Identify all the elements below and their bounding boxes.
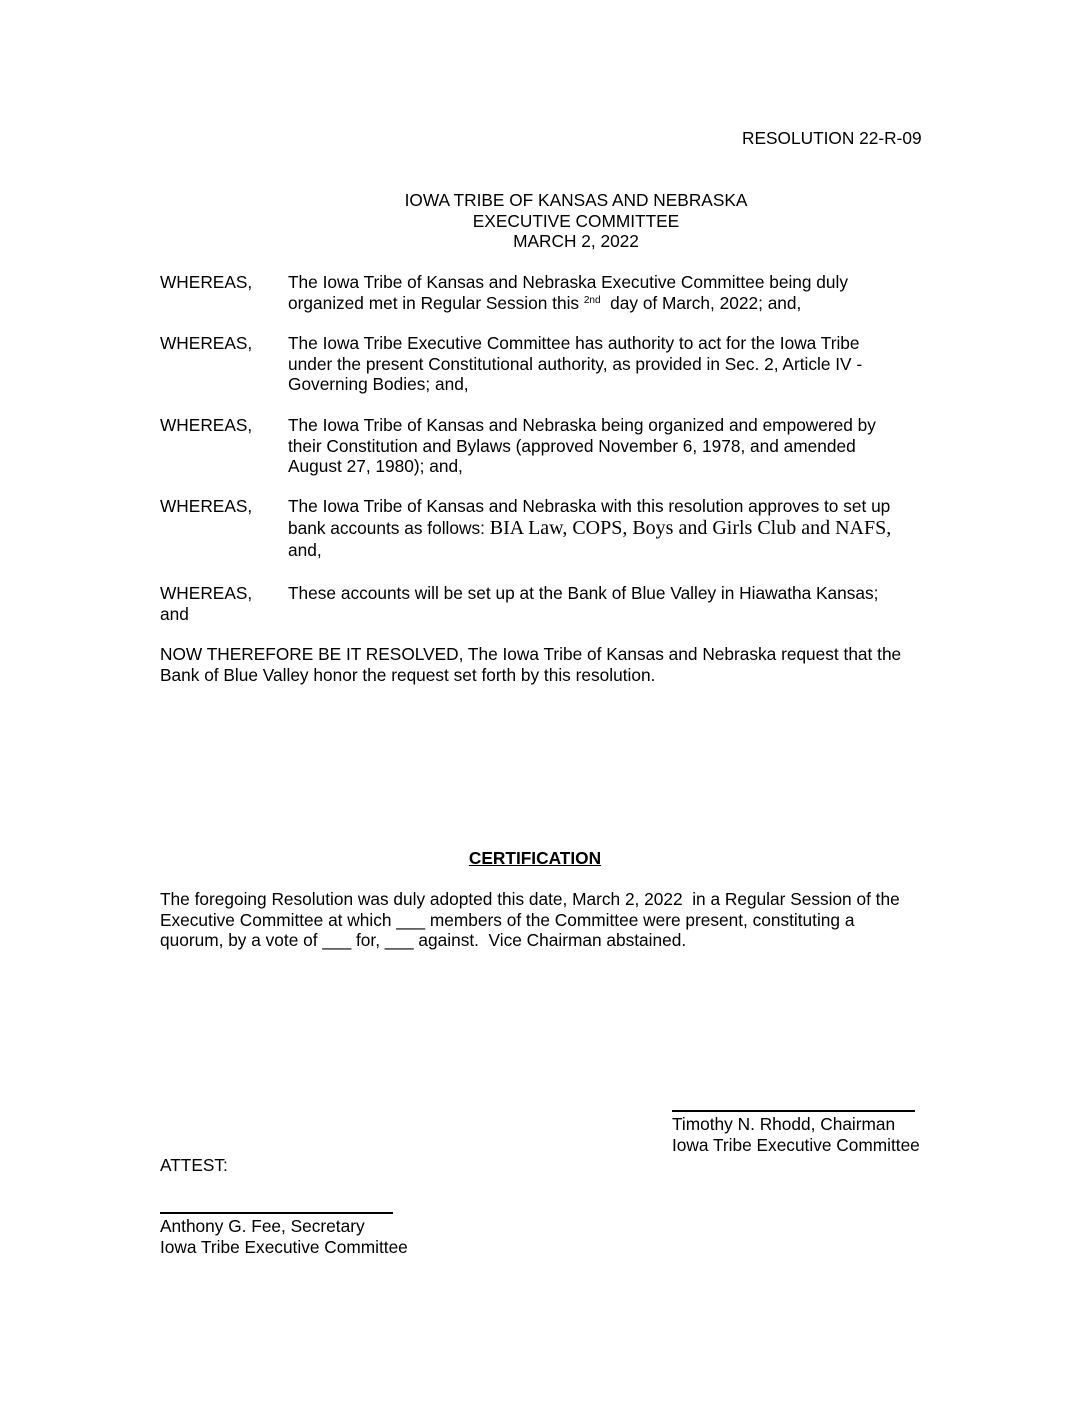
whereas-clause-1 <box>160 272 940 313</box>
document-header <box>160 190 992 252</box>
certification-heading: CERTIFICATION <box>468 848 602 868</box>
clause-label: WHEREAS, <box>160 496 253 516</box>
chairman-name: Timothy N. Rhodd, Chairman <box>672 1114 896 1134</box>
resolved-line: Bank of Blue Valley honor the request set forth by this resolution. <box>160 664 656 685</box>
clause-line: The Iowa Tribe Executive Committee has authority to act for the Iowa Tribe <box>288 333 860 353</box>
resolution-number: RESOLUTION 22-R-09 <box>742 128 922 148</box>
resolved-paragraph <box>160 644 940 685</box>
header-organization: IOWA TRIBE OF KANSAS AND NEBRASKA <box>404 190 748 210</box>
clause-line: Governing Bodies; and, <box>288 374 469 394</box>
clause-line: their Constitution and Bylaws (approved November 6, 1978, and amended <box>288 435 856 456</box>
clause-text: bank accounts as follows: <box>288 517 490 538</box>
attest-label: ATTEST: <box>160 1155 228 1175</box>
chairman-signature-block <box>672 1114 972 1155</box>
clause-label: WHEREAS, <box>160 583 253 603</box>
clause-text: organized met in Regular Session this <box>288 292 584 313</box>
chairman-organization: Iowa Tribe Executive Committee <box>672 1134 920 1155</box>
secretary-signature-line <box>160 1212 393 1214</box>
clause-text: day of March, 2022; and, <box>600 292 802 313</box>
clause-tail: and <box>160 603 189 624</box>
chairman-signature-line <box>672 1110 915 1112</box>
clause-line <box>288 293 940 314</box>
clause-line: August 27, 1980); and, <box>288 456 463 476</box>
clause-label: WHEREAS, <box>160 272 253 292</box>
header-committee: EXECUTIVE COMMITTEE <box>472 210 680 231</box>
secretary-name: Anthony G. Fee, Secretary <box>160 1216 365 1236</box>
clause-line: and, <box>288 539 322 560</box>
certification-paragraph <box>160 889 940 951</box>
header-date: MARCH 2, 2022 <box>513 231 639 251</box>
whereas-clause-2 <box>160 333 940 395</box>
ordinal-suffix: 2nd <box>583 294 601 306</box>
resolved-line: NOW THEREFORE BE IT RESOLVED, The Iowa Tribe of Kansas and Nebraska request that the <box>160 644 902 664</box>
certification-line: quorum, by a vote of ___ for, ___ against. Vice Chairman abstained. <box>160 930 687 950</box>
secretary-signature-block <box>160 1216 460 1257</box>
whereas-clause-5 <box>160 583 940 624</box>
clause-line: The Iowa Tribe of Kansas and Nebraska Executive Committee being duly <box>288 272 849 292</box>
clause-label: WHEREAS, <box>160 333 253 353</box>
certification-line: Executive Committee at which ___ members of the Committee were present, constituting a <box>160 909 855 930</box>
clause-line: These accounts will be set up at the Bank of Blue Valley in Hiawatha Kansas; <box>288 583 879 603</box>
account-list: BIA Law, COPS, Boys and Girls Club and NAFS, <box>489 516 892 539</box>
whereas-clause-3 <box>160 415 940 477</box>
clause-label: WHEREAS, <box>160 415 253 435</box>
clause-line: under the present Constitutional authority, as provided in Sec. 2, Article IV - <box>288 353 863 374</box>
secretary-organization: Iowa Tribe Executive Committee <box>160 1236 408 1257</box>
certification-line: The foregoing Resolution was duly adopted this date, March 2, 2022 in a Regular Session of the <box>160 889 900 909</box>
clause-line: The Iowa Tribe of Kansas and Nebraska being organized and empowered by <box>288 415 876 435</box>
clause-line: The Iowa Tribe of Kansas and Nebraska with this resolution approves to set up <box>288 496 891 516</box>
clause-line <box>288 517 940 540</box>
whereas-clause-4 <box>160 496 940 560</box>
